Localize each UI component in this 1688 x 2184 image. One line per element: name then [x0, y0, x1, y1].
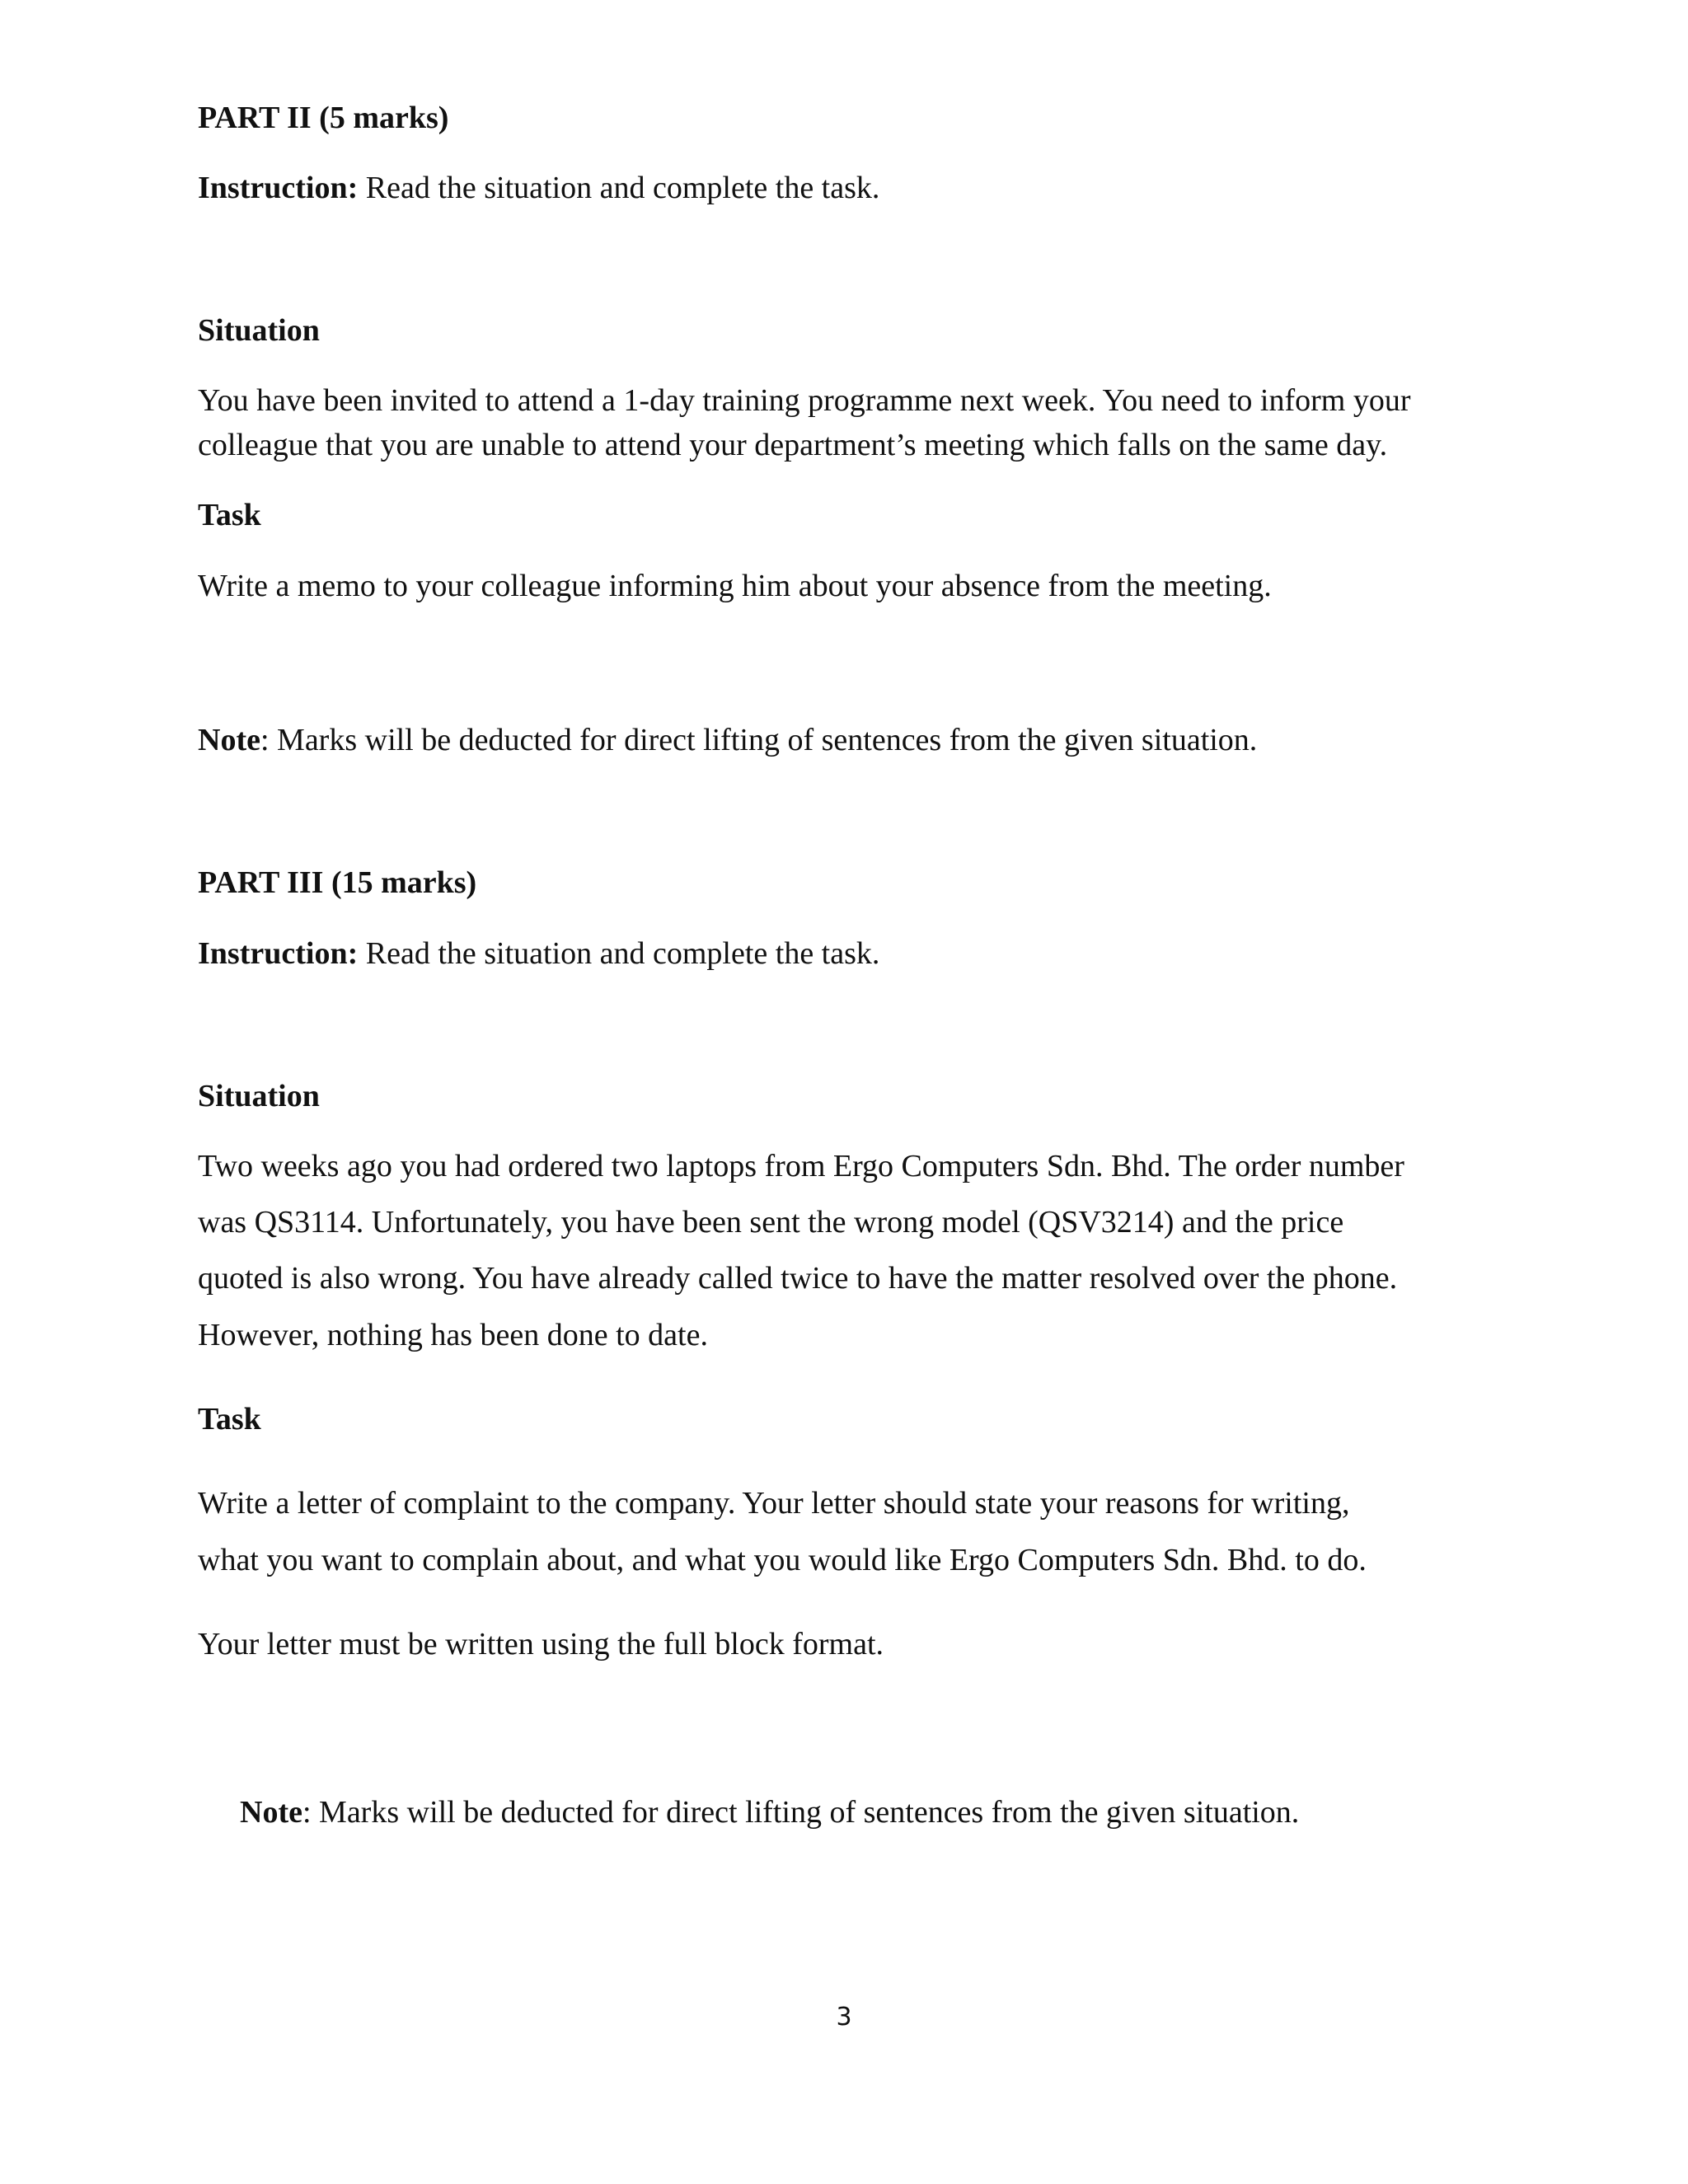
part3-situation-line-4: However, nothing has been done to date.: [198, 1318, 708, 1352]
part2-heading: PART II (5 marks): [198, 101, 449, 135]
part2-instruction-text: Read the situation and complete the task.: [358, 171, 880, 205]
part2-situation-heading: Situation: [198, 313, 320, 348]
part3-instruction: [198, 931, 879, 976]
part2-note-text: : Marks will be deducted for direct lifting of sentences from the given situation.: [260, 723, 1258, 757]
part3-task-line-1: Write a letter of complaint to the company. Your letter should state your reasons for writing,: [198, 1486, 1350, 1521]
part3-note: [240, 1790, 1299, 1835]
part3-note-text: : Marks will be deducted for direct lifting of sentences from the given situation.: [302, 1795, 1300, 1830]
part3-situation-line-1: Two weeks ago you had ordered two laptops from Ergo Computers Sdn. Bhd. The order number: [198, 1149, 1404, 1183]
part2-task-text: Write a memo to your colleague informing him about your absence from the meeting.: [198, 569, 1272, 603]
part2-situation-line-2: colleague that you are unable to attend your department’s meeting which falls on the same day.: [198, 428, 1388, 462]
part2-situation-line-1: You have been invited to attend a 1-day training programme next week. You need to inform your: [198, 383, 1411, 418]
page-number: 3: [836, 2003, 852, 2032]
part2-note-label: Note: [198, 723, 260, 757]
part3-format-text: Your letter must be written using the full block format.: [198, 1627, 884, 1661]
part3-situation-heading: Situation: [198, 1079, 320, 1113]
part2-note: [198, 718, 1257, 762]
part3-heading: PART III (15 marks): [198, 865, 477, 900]
part3-task-heading: Task: [198, 1402, 261, 1436]
part3-instruction-text: Read the situation and complete the task.: [358, 936, 880, 971]
part2-task-heading: Task: [198, 498, 261, 532]
part2-instruction-label: Instruction:: [198, 171, 359, 205]
part3-situation-line-2: was QS3114. Unfortunately, you have been sent the wrong model (QSV3214) and the price: [198, 1205, 1344, 1240]
part3-note-label: Note: [240, 1795, 302, 1830]
part2-instruction: [198, 166, 879, 210]
part3-task-line-2: what you want to complain about, and what you would like Ergo Computers Sdn. Bhd. to do.: [198, 1543, 1367, 1577]
part3-situation-line-3: quoted is also wrong. You have already called twice to have the matter resolved over the phone.: [198, 1261, 1398, 1296]
part3-instruction-label: Instruction:: [198, 936, 359, 971]
